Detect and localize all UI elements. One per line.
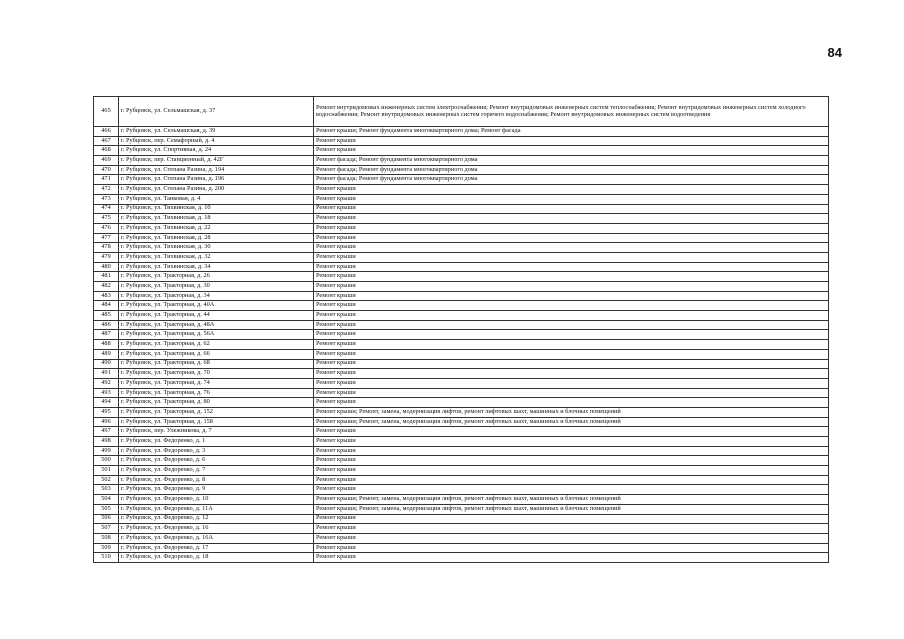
table-row	[94, 485, 829, 495]
work-type-cell: Ремонт крыши	[314, 136, 829, 146]
table-row	[94, 543, 829, 553]
work-type-cell: Ремонт крыши	[314, 446, 829, 456]
row-number-cell: 499	[94, 446, 119, 456]
address-cell: г. Рубцовск, ул. Степана Разина, д. 196	[119, 175, 314, 185]
row-number-cell: 498	[94, 437, 119, 447]
table-row	[94, 466, 829, 476]
row-number-cell: 474	[94, 204, 119, 214]
table-row	[94, 349, 829, 359]
work-type-cell: Ремонт крыши	[314, 301, 829, 311]
address-cell: г. Рубцовск, ул. Федоренко, д. 16	[119, 524, 314, 534]
work-type-cell: Ремонт крыши	[314, 330, 829, 340]
row-number-cell: 471	[94, 175, 119, 185]
work-type-cell: Ремонт крыши	[314, 524, 829, 534]
work-type-cell: Ремонт крыши	[314, 437, 829, 447]
work-type-cell: Ремонт крыши	[314, 194, 829, 204]
table-row	[94, 146, 829, 156]
row-number-cell: 476	[94, 223, 119, 233]
row-number-cell: 504	[94, 495, 119, 505]
row-number-cell: 509	[94, 543, 119, 553]
work-type-cell: Ремонт крыши	[314, 378, 829, 388]
row-number-cell: 472	[94, 185, 119, 195]
work-type-cell: Ремонт крыши	[314, 320, 829, 330]
table-row	[94, 214, 829, 224]
address-cell: г. Рубцовск, ул. Танковая, д. 4	[119, 194, 314, 204]
work-type-cell: Ремонт крыши	[314, 146, 829, 156]
address-cell: г. Рубцовск, ул. Федоренко, д. 1	[119, 437, 314, 447]
table-row	[94, 398, 829, 408]
address-cell: г. Рубцовск, ул. Федоренко, д. 16А	[119, 533, 314, 543]
address-cell: г. Рубцовск, ул. Сельмашская, д. 37	[119, 97, 314, 127]
work-type-cell: Ремонт крыши; Ремонт, замена, модернизация лифтов, ремонт лифтовых шахт, машинных и блочных помещений	[314, 504, 829, 514]
work-type-cell: Ремонт крыши	[314, 233, 829, 243]
row-number-cell: 507	[94, 524, 119, 534]
row-number-cell: 495	[94, 407, 119, 417]
work-type-cell: Ремонт крыши	[314, 243, 829, 253]
table-row	[94, 320, 829, 330]
address-cell: г. Рубцовск, ул. Тихвинская, д. 34	[119, 262, 314, 272]
work-type-cell: Ремонт крыши	[314, 485, 829, 495]
address-cell: г. Рубцовск, ул. Тракторная, д. 66	[119, 349, 314, 359]
work-type-cell: Ремонт крыши; Ремонт фундамента многоквартирного дома; Ремонт фасада	[314, 127, 829, 137]
table-row	[94, 127, 829, 137]
row-number-cell: 473	[94, 194, 119, 204]
table-row	[94, 97, 829, 127]
address-cell: г. Рубцовск, ул. Федоренко, д. 8	[119, 475, 314, 485]
work-type-cell: Ремонт крыши	[314, 223, 829, 233]
row-number-cell: 506	[94, 514, 119, 524]
address-cell: г. Рубцовск, пер. Семафорный, д. 4	[119, 136, 314, 146]
address-cell: г. Рубцовск, ул. Федоренко, д. 3	[119, 446, 314, 456]
work-type-cell: Ремонт крыши	[314, 369, 829, 379]
address-cell: г. Рубцовск, ул. Федоренко, д. 9	[119, 485, 314, 495]
work-type-cell: Ремонт внутридомовых инженерных систем электроснабжения; Ремонт внутридомовых инженерных систем теплоснабжения; Ремонт внутридомовых инженерных систем холодного водоснабжения; Ремонт внутридомовых инженерных систем горячего водоснабжения; Ремонт внутридомовых инженерных систем водоотведения	[314, 97, 829, 127]
table-row	[94, 272, 829, 282]
row-number-cell: 479	[94, 252, 119, 262]
table-row	[94, 301, 829, 311]
work-type-cell: Ремонт крыши	[314, 466, 829, 476]
table-row	[94, 495, 829, 505]
row-number-cell: 468	[94, 146, 119, 156]
table-row	[94, 504, 829, 514]
address-cell: г. Рубцовск, пер. Улежникова, д. 7	[119, 427, 314, 437]
repair-table	[93, 96, 829, 563]
row-number-cell: 494	[94, 398, 119, 408]
work-type-cell: Ремонт крыши	[314, 456, 829, 466]
row-number-cell: 465	[94, 97, 119, 127]
work-type-cell: Ремонт фасада; Ремонт фундамента многоквартирного дома	[314, 165, 829, 175]
table-row	[94, 136, 829, 146]
work-type-cell: Ремонт крыши	[314, 252, 829, 262]
table-row	[94, 369, 829, 379]
table-row	[94, 475, 829, 485]
table-row	[94, 427, 829, 437]
address-cell: г. Рубцовск, ул. Тихвинская, д. 10	[119, 204, 314, 214]
table-row	[94, 262, 829, 272]
work-type-cell: Ремонт крыши; Ремонт, замена, модернизация лифтов, ремонт лифтовых шахт, машинных и блочных помещений	[314, 495, 829, 505]
work-type-cell: Ремонт крыши	[314, 185, 829, 195]
row-number-cell: 475	[94, 214, 119, 224]
address-cell: г. Рубцовск, ул. Степана Разина, д. 194	[119, 165, 314, 175]
row-number-cell: 470	[94, 165, 119, 175]
row-number-cell: 469	[94, 156, 119, 166]
address-cell: г. Рубцовск, ул. Тракторная, д. 152	[119, 407, 314, 417]
table-row	[94, 194, 829, 204]
table-row	[94, 340, 829, 350]
table-row	[94, 417, 829, 427]
address-cell: г. Рубцовск, ул. Федоренко, д. 7	[119, 466, 314, 476]
row-number-cell: 500	[94, 456, 119, 466]
row-number-cell: 489	[94, 349, 119, 359]
address-cell: г. Рубцовск, ул. Тракторная, д. 26	[119, 272, 314, 282]
address-cell: г. Рубцовск, ул. Тихвинская, д. 28	[119, 233, 314, 243]
row-number-cell: 490	[94, 359, 119, 369]
table-row	[94, 330, 829, 340]
work-type-cell: Ремонт крыши	[314, 349, 829, 359]
work-type-cell: Ремонт крыши	[314, 388, 829, 398]
table-row	[94, 243, 829, 253]
address-cell: г. Рубцовск, ул. Тракторная, д. 62	[119, 340, 314, 350]
work-type-cell: Ремонт крыши	[314, 427, 829, 437]
address-cell: г. Рубцовск, ул. Спортивная, д. 24	[119, 146, 314, 156]
table-row	[94, 446, 829, 456]
address-cell: г. Рубцовск, ул. Тихвинская, д. 30	[119, 243, 314, 253]
work-type-cell: Ремонт крыши	[314, 398, 829, 408]
work-type-cell: Ремонт крыши; Ремонт, замена, модернизация лифтов, ремонт лифтовых шахт, машинных и блочных помещений	[314, 407, 829, 417]
work-type-cell: Ремонт крыши	[314, 514, 829, 524]
table-row	[94, 252, 829, 262]
row-number-cell: 478	[94, 243, 119, 253]
row-number-cell: 487	[94, 330, 119, 340]
table-body	[94, 97, 829, 563]
address-cell: г. Рубцовск, ул. Сельмашская, д. 39	[119, 127, 314, 137]
address-cell: г. Рубцовск, ул. Тракторная, д. 48А	[119, 320, 314, 330]
address-cell: г. Рубцовск, ул. Степана Разина, д. 200	[119, 185, 314, 195]
table-row	[94, 437, 829, 447]
row-number-cell: 488	[94, 340, 119, 350]
work-type-cell: Ремонт крыши	[314, 340, 829, 350]
work-type-cell: Ремонт крыши	[314, 291, 829, 301]
row-number-cell: 502	[94, 475, 119, 485]
address-cell: г. Рубцовск, пер. Станционный, д. 42Г	[119, 156, 314, 166]
table-row	[94, 407, 829, 417]
row-number-cell: 510	[94, 553, 119, 563]
row-number-cell: 505	[94, 504, 119, 514]
address-cell: г. Рубцовск, ул. Тракторная, д. 30	[119, 282, 314, 292]
row-number-cell: 481	[94, 272, 119, 282]
work-type-cell: Ремонт крыши	[314, 543, 829, 553]
work-type-cell: Ремонт крыши	[314, 282, 829, 292]
table-row	[94, 553, 829, 563]
table-row	[94, 291, 829, 301]
address-cell: г. Рубцовск, ул. Тракторная, д. 56А	[119, 330, 314, 340]
address-cell: г. Рубцовск, ул. Тракторная, д. 34	[119, 291, 314, 301]
table-row	[94, 204, 829, 214]
address-cell: г. Рубцовск, ул. Тракторная, д. 44	[119, 311, 314, 321]
address-cell: г. Рубцовск, ул. Тракторная, д. 68	[119, 359, 314, 369]
row-number-cell: 466	[94, 127, 119, 137]
address-cell: г. Рубцовск, ул. Тракторная, д. 158	[119, 417, 314, 427]
work-type-cell: Ремонт крыши	[314, 359, 829, 369]
work-type-cell: Ремонт крыши; Ремонт, замена, модернизация лифтов, ремонт лифтовых шахт, машинных и блочных помещений	[314, 417, 829, 427]
table-row	[94, 514, 829, 524]
table-row	[94, 388, 829, 398]
table-row	[94, 359, 829, 369]
page-number: 84	[827, 45, 842, 60]
row-number-cell: 486	[94, 320, 119, 330]
table-row	[94, 175, 829, 185]
row-number-cell: 493	[94, 388, 119, 398]
table-row	[94, 223, 829, 233]
table-row	[94, 233, 829, 243]
table-row	[94, 165, 829, 175]
table-row	[94, 533, 829, 543]
row-number-cell: 503	[94, 485, 119, 495]
table-row	[94, 156, 829, 166]
table-row	[94, 378, 829, 388]
row-number-cell: 501	[94, 466, 119, 476]
work-type-cell: Ремонт крыши	[314, 311, 829, 321]
row-number-cell: 508	[94, 533, 119, 543]
table-row	[94, 282, 829, 292]
row-number-cell: 483	[94, 291, 119, 301]
address-cell: г. Рубцовск, ул. Тихвинская, д. 22	[119, 223, 314, 233]
table-row	[94, 524, 829, 534]
address-cell: г. Рубцовск, ул. Тракторная, д. 76	[119, 388, 314, 398]
work-type-cell: Ремонт крыши	[314, 204, 829, 214]
row-number-cell: 467	[94, 136, 119, 146]
work-type-cell: Ремонт фасада; Ремонт фундамента многоквартирного дома	[314, 156, 829, 166]
table-row	[94, 311, 829, 321]
row-number-cell: 477	[94, 233, 119, 243]
row-number-cell: 492	[94, 378, 119, 388]
row-number-cell: 491	[94, 369, 119, 379]
table-row	[94, 185, 829, 195]
address-cell: г. Рубцовск, ул. Тракторная, д. 80	[119, 398, 314, 408]
row-number-cell: 484	[94, 301, 119, 311]
address-cell: г. Рубцовск, ул. Федоренко, д. 18	[119, 553, 314, 563]
address-cell: г. Рубцовск, ул. Федоренко, д. 10	[119, 495, 314, 505]
work-type-cell: Ремонт крыши	[314, 214, 829, 224]
address-cell: г. Рубцовск, ул. Федоренко, д. 12	[119, 514, 314, 524]
address-cell: г. Рубцовск, ул. Федоренко, д. 11А	[119, 504, 314, 514]
row-number-cell: 496	[94, 417, 119, 427]
work-type-cell: Ремонт крыши	[314, 553, 829, 563]
row-number-cell: 497	[94, 427, 119, 437]
work-type-cell: Ремонт крыши	[314, 533, 829, 543]
row-number-cell: 480	[94, 262, 119, 272]
work-type-cell: Ремонт фасада; Ремонт фундамента многоквартирного дома	[314, 175, 829, 185]
address-cell: г. Рубцовск, ул. Тракторная, д. 40А	[119, 301, 314, 311]
address-cell: г. Рубцовск, ул. Федоренко, д. 6	[119, 456, 314, 466]
address-cell: г. Рубцовск, ул. Тихвинская, д. 32	[119, 252, 314, 262]
address-cell: г. Рубцовск, ул. Тракторная, д. 70	[119, 369, 314, 379]
work-type-cell: Ремонт крыши	[314, 272, 829, 282]
address-cell: г. Рубцовск, ул. Тихвинская, д. 18	[119, 214, 314, 224]
row-number-cell: 482	[94, 282, 119, 292]
address-cell: г. Рубцовск, ул. Тракторная, д. 74	[119, 378, 314, 388]
work-type-cell: Ремонт крыши	[314, 262, 829, 272]
table-row	[94, 456, 829, 466]
row-number-cell: 485	[94, 311, 119, 321]
address-cell: г. Рубцовск, ул. Федоренко, д. 17	[119, 543, 314, 553]
work-type-cell: Ремонт крыши	[314, 475, 829, 485]
